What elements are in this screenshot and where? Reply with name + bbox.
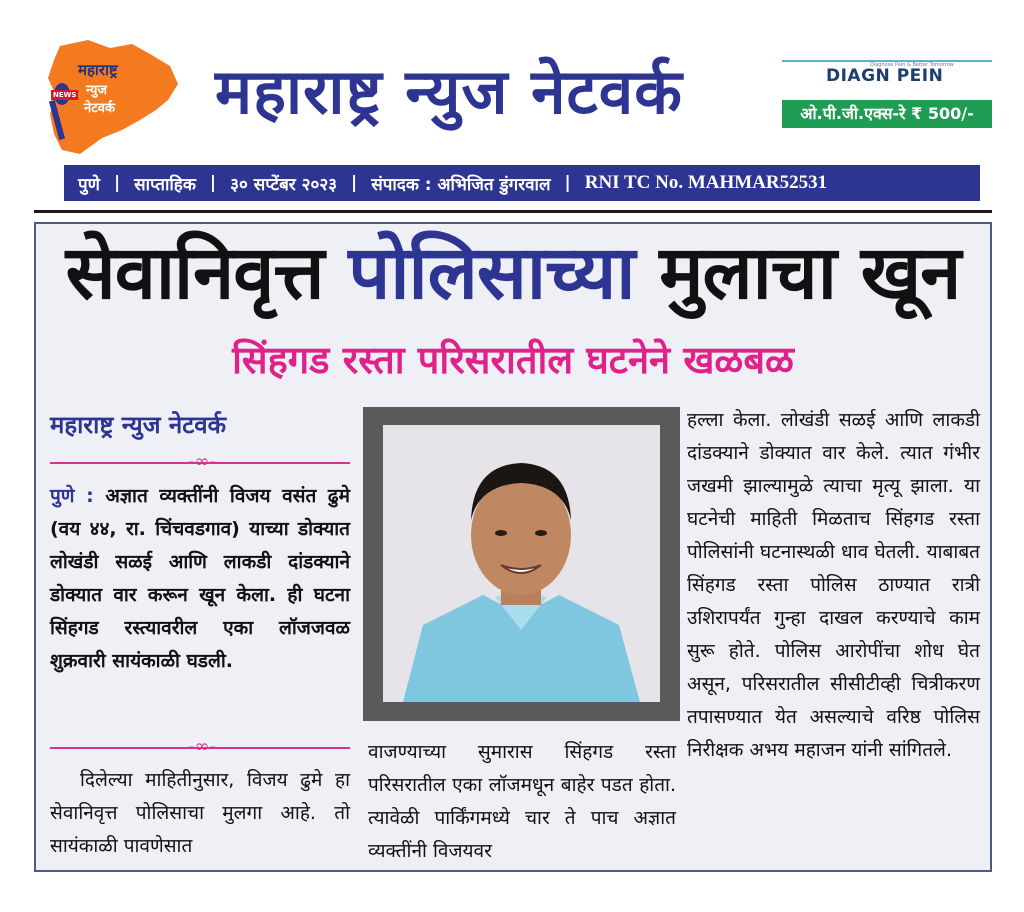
lead-text: अज्ञात व्यक्तींनी विजय वसंत ढुमे (वय ४४, रा. चिंचवडगाव) याच्या डोक्यात लोखंडी सळई आणि लाकडी दांडक्याने डोक्यात वार करून खून केला. ही घटना सिंहगड रस्त्यावरील एका लॉजजवळ शुक्रवारी सायंकाळी घडली.	[50, 485, 350, 672]
article-column-2: वाजण्याच्या सुमारास सिंहगड रस्ता परिसरातील एका लॉजमधून बाहेर पडत होता. त्यावेळी पार्किंगमध्ये चार ते पाच अज्ञात व्यक्तींनी विजयवर	[368, 741, 676, 862]
article-headline	[40, 232, 986, 314]
headline-part-3: मुलाचा खून	[659, 230, 961, 316]
ad-tagline: Diagnose Pain & Better Tomorrow	[870, 62, 954, 68]
masthead-title: महाराष्ट्र न्युज नेटवर्क	[215, 55, 683, 128]
headline-part-1: सेवानिवृत्त	[65, 230, 324, 316]
headline-part-2: पोलिसाच्या	[348, 230, 635, 316]
logo-news-badge: NEWS	[53, 91, 77, 99]
ad-price-banner[interactable]: ओ.पी.जी.एक्स-रे ₹ 500/-	[782, 100, 992, 128]
edition-editor: संपादक : अभिजित डुंगरवाल	[371, 174, 551, 195]
article-byline: महाराष्ट्र न्युज नेटवर्क	[50, 411, 227, 439]
logo-text-news: न्युज	[86, 83, 108, 98]
article-lead	[50, 480, 350, 678]
edition-date: ३० सप्टेंबर २०२३	[230, 174, 338, 195]
strip-separator: |	[351, 173, 358, 193]
article-column-3: हल्ला केला. लोखंडी सळई आणि लाकडी दांडक्याने डोक्यात वार केले. त्यात गंभीर जखमी झाल्यामुळे त्याचा मृत्यू झाला. या घटनेची माहिती मिळताच सिंहगड रस्ता पोलिसांनी घटनास्थळी धाव घेतली. याबाबत सिंहगड रस्ता पोलिस ठाण्यात रात्री उशिरापर्यंत गुन्हा दाखल करण्याचे काम सुरू होते. पोलिस आरोपींचा शोध घेत असून, परिसरातील सीसीटीव्ही चित्रीकरण तपासण्यात येत असल्याचे वरिष्ठ पोलिस निरीक्षक अभय महाजन यांनी सांगितले.	[687, 409, 980, 761]
logo-text-network: नेटवर्क	[84, 101, 115, 116]
portrait-photo	[383, 425, 660, 702]
strip-separator: |	[113, 173, 121, 193]
edition-frequency: साप्ताहिक	[134, 174, 196, 195]
header-rule	[34, 210, 992, 213]
article-column-1: दिलेल्या माहितीनुसार, विजय ढुमे हा सेवानिवृत्त पोलिसाचा मुलगा आहे. तो सायंकाळी पावणेसात	[50, 769, 350, 857]
strip-separator: |	[209, 173, 217, 193]
rni-number: RNI TC No. MAHMAR52531	[584, 172, 828, 193]
ornament-divider-icon: -∞-	[188, 451, 216, 472]
dateline-place: पुणे :	[50, 485, 94, 507]
edition-city: पुणे	[78, 174, 100, 195]
article-subheadline: सिंहगड रस्ता परिसरातील घटनेने खळबळ	[232, 338, 794, 382]
ad-brand-name: DIAGN PEIN	[826, 66, 944, 86]
ornament-divider-icon: -∞-	[188, 736, 216, 757]
strip-separator: |	[564, 173, 571, 193]
edition-info-strip	[64, 165, 980, 201]
logo-text-maharashtra: महाराष्ट्र	[78, 61, 118, 79]
